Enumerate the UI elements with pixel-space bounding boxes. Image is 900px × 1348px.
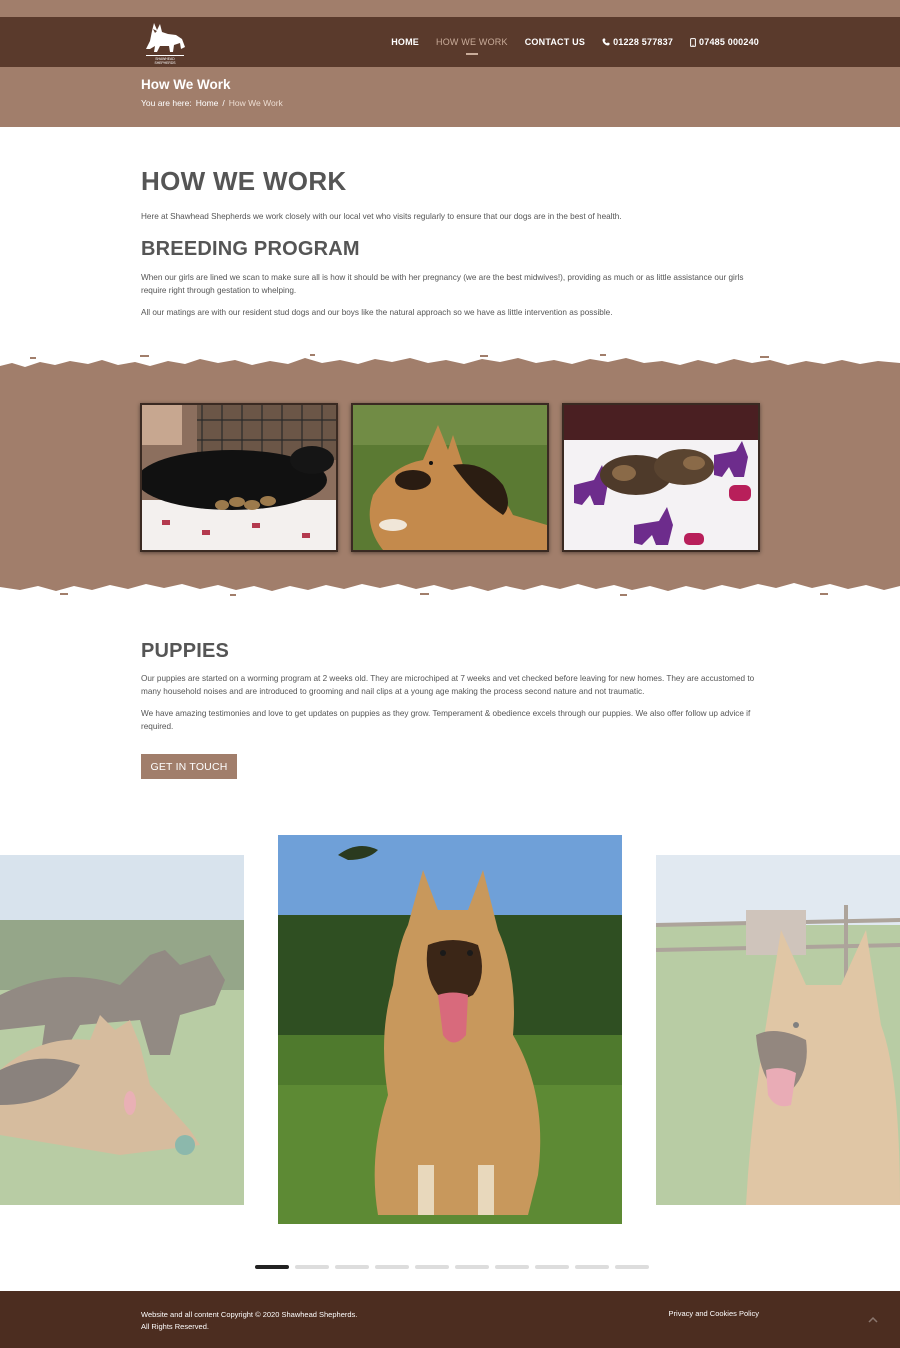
heading-how-we-work: HOW WE WORK [141,166,347,196]
svg-text:SHAWHEAD: SHAWHEAD [155,57,175,61]
how-we-work-text: Here at Shawhead Shepherds we work closely with our local vet who visits regularly to ensure that our dogs are in the best of health. [141,212,622,221]
mobile-icon [690,38,696,47]
shepherd-lying-on-grass-photo[interactable] [351,403,549,552]
nav-phone-label: 01228 577837 [613,37,674,47]
two-shepherds-on-lawn-photo [0,855,244,1205]
svg-text:SHEPHERDS: SHEPHERDS [154,61,176,65]
carousel-dot[interactable] [615,1265,649,1269]
breadcrumb [141,98,283,108]
breadcrumb-prefix: You are here: [141,98,192,108]
carousel-slide-active[interactable] [278,835,622,1224]
breadcrumb-current: How We Work [228,98,283,108]
puppies-paragraph-1: Our puppies are started on a worming program at 2 weeks old. They are microchiped at 7 weeks and vet checked before leaving for new homes. They are accustomed to many household noises and are introduced to grooming and nail clips at a young age making the process second nature and not traumatic. [141,674,755,696]
shepherd-by-fence-photo [656,855,900,1205]
puppies-paragraph-2: We have amazing testimonies and love to get updates on puppies as they grow. Temperament & obedience excels through our puppies. We also offer follow up advice if required. [141,709,751,731]
nav-phone[interactable] [602,37,673,47]
navbar [0,17,900,67]
carousel-dot[interactable] [455,1265,489,1269]
section-how-we-work [141,166,761,223]
nav-home[interactable]: HOME [391,37,420,47]
carousel-dot[interactable] [295,1265,329,1269]
carousel-slide-previous[interactable] [0,855,244,1205]
carousel-dot[interactable] [495,1265,529,1269]
carousel-dot[interactable] [535,1265,569,1269]
top-strip [0,0,900,17]
copyright-line-2: All Rights Reserved. [141,1322,209,1331]
page-title: How We Work [141,77,231,92]
site-logo[interactable] [140,19,190,65]
shepherd-sitting-on-grass-photo [278,835,622,1224]
nav-how-we-work[interactable]: HOW WE WORK [436,37,508,47]
heading-puppies: PUPPIES [141,640,230,662]
phone-icon [602,38,610,46]
carousel-dot[interactable] [575,1265,609,1269]
chevron-up-icon[interactable] [868,1315,878,1325]
section-puppies [141,640,761,733]
nav-mobile[interactable] [690,37,759,47]
mother-with-puppies-photo[interactable] [140,403,338,552]
page-title-bar [0,67,900,127]
heading-breeding-program: BREEDING PROGRAM [141,238,360,260]
section-breeding-program [141,238,761,319]
puppies-on-blanket-photo[interactable] [562,403,760,552]
carousel-dot[interactable] [415,1265,449,1269]
nav-contact-us[interactable]: CONTACT US [524,37,586,47]
footer [0,1291,900,1348]
breeding-paragraph-2: All our matings are with our resident stud dogs and our boys like the natural approach so we have as little intervention as possible. [141,308,613,317]
nav-mobile-label: 07485 000240 [699,37,759,47]
carousel-dot[interactable] [335,1265,369,1269]
breeding-paragraph-1: When our girls are lined we scan to make sure all is how it should be with her pregnancy (we are the best midwives!), providing as much or as little assistance our girls require right through gestation to whelping. [141,273,744,295]
copyright-line-1: Website and all content Copyright © 2020 Shawhead Shepherds. [141,1310,358,1319]
main-nav [391,17,759,67]
carousel-dot[interactable] [375,1265,409,1269]
carousel-dot[interactable] [255,1265,289,1269]
carousel-pagination [255,1265,649,1269]
privacy-policy-link[interactable]: Privacy and Cookies Policy [668,1309,759,1318]
german-shepherd-logo-icon [140,19,190,65]
copyright [141,1309,357,1333]
carousel-slide-next[interactable] [656,855,900,1205]
breadcrumb-home-link[interactable]: Home [195,98,219,108]
get-in-touch-button[interactable]: GET IN TOUCH [141,754,237,779]
breadcrumb-separator: / [222,98,225,108]
